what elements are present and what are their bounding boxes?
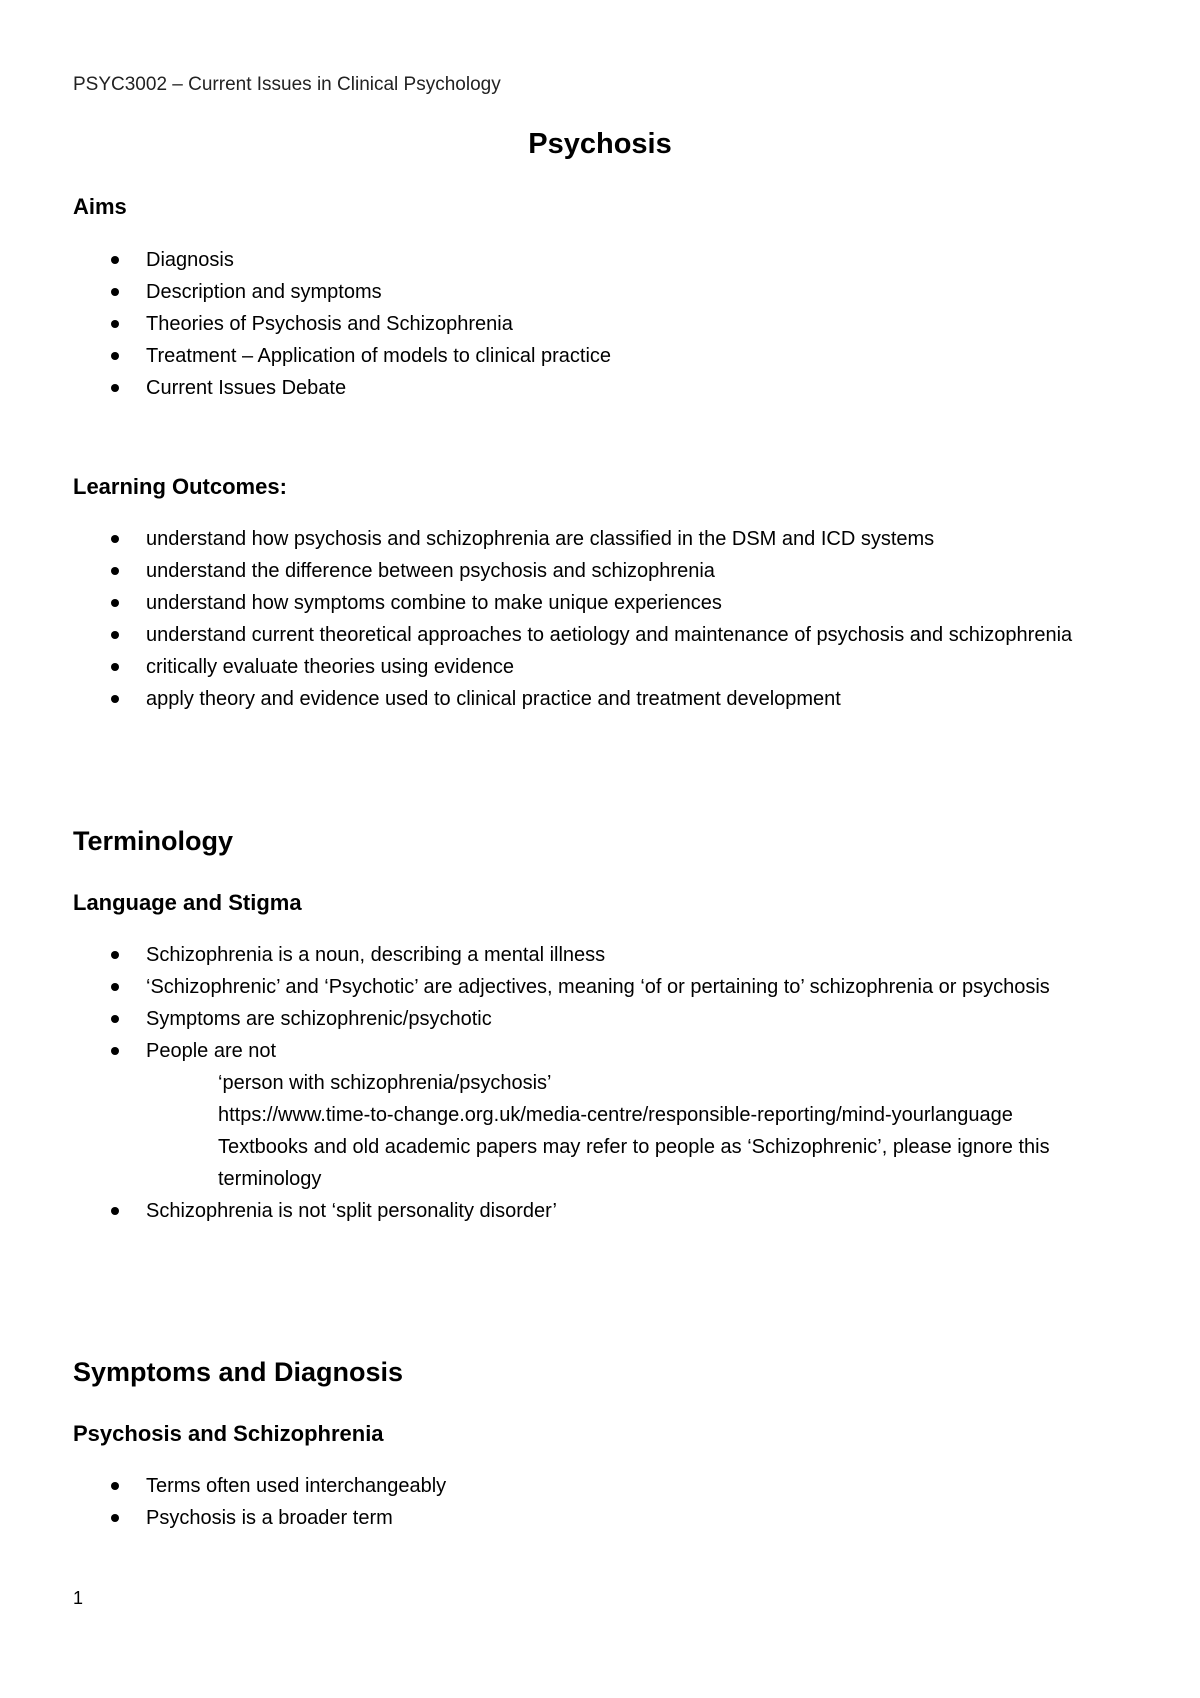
list-item: Current Issues Debate	[73, 372, 1153, 404]
list-item: understand the difference between psychosis and schizophrenia	[73, 555, 1073, 587]
symptoms-list	[73, 1470, 1153, 1534]
list-item: Terms often used interchangeably	[73, 1470, 1153, 1502]
language-stigma-section	[73, 890, 1153, 916]
list-item: Theories of Psychosis and Schizophrenia	[73, 308, 1153, 340]
terminology-list	[73, 939, 1123, 1227]
psychosis-schizophrenia-heading: Psychosis and Schizophrenia	[73, 1421, 384, 1446]
symptoms-section	[73, 1357, 1153, 1388]
psychosis-schizophrenia-section	[73, 1421, 1153, 1447]
list-item: understand current theoretical approaches to aetiology and maintenance of psychosis and schizophrenia	[73, 619, 1073, 651]
language-stigma-heading: Language and Stigma	[73, 890, 302, 915]
list-item: Diagnosis	[73, 244, 1153, 276]
learning-outcomes-section	[73, 474, 1153, 500]
symptoms-heading: Symptoms and Diagnosis	[73, 1357, 404, 1387]
list-item: Schizophrenia is a noun, describing a mental illness	[73, 939, 1123, 971]
list-item: apply theory and evidence used to clinical practice and treatment development	[73, 683, 1073, 715]
list-item: Treatment – Application of models to clinical practice	[73, 340, 1153, 372]
page-title: Psychosis	[528, 128, 672, 160]
page-number: 1	[73, 1588, 84, 1608]
reference-link[interactable]: https://www.time-to-change.org.uk/media-centre/responsible-reporting/mind-yourlanguage	[218, 1104, 1013, 1126]
list-item: Symptoms are schizophrenic/psychotic	[73, 1003, 1123, 1035]
aims-list	[73, 244, 1153, 404]
list-item: Psychosis is a broader term	[73, 1502, 1153, 1534]
list-item: understand how psychosis and schizophrenia are classified in the DSM and ICD systems	[73, 523, 1073, 555]
learning-outcomes-heading: Learning Outcomes:	[73, 474, 287, 499]
list-item: People are not	[73, 1035, 1123, 1067]
list-item: Description and symptoms	[73, 276, 1153, 308]
terminology-heading: Terminology	[73, 826, 234, 856]
list-item: understand how symptoms combine to make unique experiences	[73, 587, 1073, 619]
aims-heading: Aims	[73, 194, 127, 219]
list-item: ‘Schizophrenic’ and ‘Psychotic’ are adjectives, meaning ‘of or pertaining to’ schizophrenia or psychosis	[73, 971, 1123, 1003]
running-header: PSYC3002 – Current Issues in Clinical Psychology	[73, 74, 501, 95]
sub-item: ‘person with schizophrenia/psychosis’	[218, 1072, 552, 1094]
list-item: critically evaluate theories using evidence	[73, 651, 1073, 683]
terminology-section	[73, 826, 1153, 857]
learning-outcomes-list	[73, 523, 1073, 715]
list-item: Schizophrenia is not ‘split personality disorder’	[73, 1195, 1123, 1227]
aims-section	[73, 194, 1153, 220]
sub-item: Textbooks and old academic papers may refer to people as ‘Schizophrenic’, please ignore this terminology	[218, 1136, 1050, 1190]
